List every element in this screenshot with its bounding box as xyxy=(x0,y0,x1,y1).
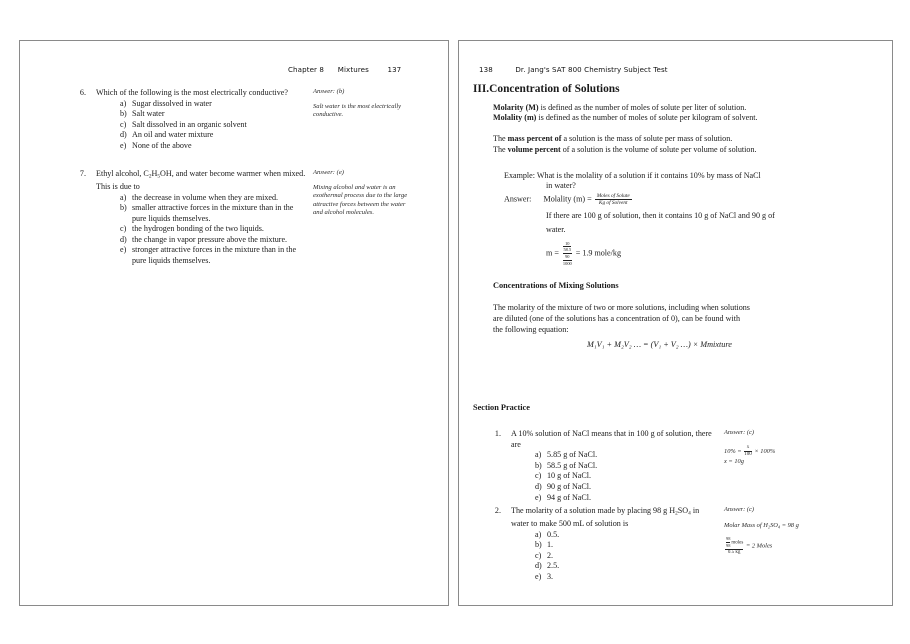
definition-lead: The xyxy=(493,145,508,154)
mixing-paragraph-line1: The molarity of the mixture of two or more solutions, including when solutions xyxy=(493,303,750,312)
choice-text: smaller attractive forces in the mixture than in the pure liquids themselves. xyxy=(132,203,294,223)
definition-text: of a solution is the volume of solute per volume of solution. xyxy=(560,145,757,154)
answer-work-line2: x = 10g xyxy=(724,458,744,466)
choice-label: e) xyxy=(535,492,542,502)
stem-formula-sub-1: 2 xyxy=(675,510,678,517)
definition-molarity xyxy=(493,103,848,114)
mixing-equation xyxy=(587,340,732,349)
choice-a[interactable] xyxy=(120,99,308,110)
stem-seg-3: OH, and water become warmer when mixed. This is due to xyxy=(96,169,306,191)
stem-formula-mid: SO xyxy=(677,506,689,515)
mixing-heading: Concentrations of Mixing Solutions xyxy=(493,281,619,290)
choice-d[interactable] xyxy=(120,130,308,141)
question-number: 2. xyxy=(494,506,501,515)
example-answer-label: Answer: xyxy=(504,194,532,204)
definition-text: is defined as the number of moles of solute per liter of solution. xyxy=(538,103,747,112)
choice-text: None of the above xyxy=(132,140,192,150)
fraction-numerator xyxy=(725,536,743,549)
choice-label: b) xyxy=(120,109,127,119)
choice-d[interactable] xyxy=(535,482,715,493)
work-lead: 10% = xyxy=(724,448,742,456)
molality-calculation xyxy=(546,241,621,266)
choice-c[interactable] xyxy=(120,120,308,131)
choice-list xyxy=(120,193,308,267)
choice-text: stronger attractive forces in the mixture than in the pure liquids themselves. xyxy=(132,245,297,266)
choice-text: the change in vapor pressure above the mixture. xyxy=(132,234,288,244)
left-page xyxy=(19,40,449,606)
example-answer-row xyxy=(504,193,633,206)
choice-label: d) xyxy=(120,130,127,140)
choice-e[interactable] xyxy=(535,493,715,504)
definition-mass-percent xyxy=(493,134,848,145)
question-6 xyxy=(70,88,308,152)
molar-mass-line: Molar Mass of H₂SO₄ = 98 g xyxy=(724,522,799,530)
choice-a[interactable] xyxy=(120,193,308,204)
choice-b[interactable] xyxy=(535,540,715,551)
definition-term: volume percent xyxy=(507,145,561,154)
example-question-line1: What is the molality of a solution if it contains 10% by mass of NaCl xyxy=(536,171,761,180)
calc-lead: m = xyxy=(546,248,559,258)
choice-text: 58.5 g of NaCl. xyxy=(547,460,598,470)
answer-label: Answer: (e) xyxy=(313,169,344,176)
choice-text: 1. xyxy=(547,540,554,550)
example-label xyxy=(504,171,761,182)
stem-line-2-post: in water to make 500 mL of solution is xyxy=(511,506,700,528)
section-title-text: Concentration of Solutions xyxy=(489,83,620,95)
choice-text: the hydrogen bonding of the two liquids. xyxy=(132,224,264,234)
choice-d[interactable] xyxy=(535,561,715,572)
header-chapter: Chapter 8 xyxy=(288,65,325,74)
answer-label: Answer: (b) xyxy=(313,88,345,95)
header-page-number: 137 xyxy=(387,65,402,74)
answer-explanation: Mixing alcohol and water is an exothermal process due to the large attractive forces between the water and alcohol molecules. xyxy=(313,184,408,216)
inner-den: 98 xyxy=(726,543,731,549)
choice-text: 2. xyxy=(547,550,554,560)
stem-seg-1: Ethyl alcohol, C xyxy=(96,169,149,178)
choice-label: c) xyxy=(120,119,127,129)
definition-text: is defined as the number of moles of solute per kilogram of solvent. xyxy=(536,113,758,122)
calc-result: = 1.9 mole/kg xyxy=(575,248,621,258)
nested-fraction xyxy=(563,241,572,266)
choice-label: e) xyxy=(120,140,127,150)
question-stem xyxy=(511,506,715,530)
choice-text: 94 g of NaCl. xyxy=(547,492,592,502)
inner-den-top: 90 xyxy=(565,254,570,260)
choice-label: c) xyxy=(535,471,542,481)
choice-text: Salt water xyxy=(132,109,165,119)
choice-text: 3. xyxy=(547,571,554,581)
choice-label: d) xyxy=(535,561,542,571)
answer-explanation: Salt water is the most electrically conductive. xyxy=(313,103,402,119)
choice-d[interactable] xyxy=(120,235,308,246)
fraction-numerator: Moles of Solute xyxy=(596,192,630,199)
definition-term: mass percent of xyxy=(507,134,562,143)
choice-list xyxy=(120,99,308,152)
inner-fraction-bottom xyxy=(563,254,572,265)
definition-term: Molality (m) xyxy=(493,113,537,122)
stem-line-1: The molarity of a solution made by placing 98 g xyxy=(511,506,668,515)
answer-label: Answer: (c) xyxy=(724,429,754,436)
choice-c[interactable] xyxy=(535,551,715,562)
choice-b[interactable] xyxy=(120,203,308,224)
fraction-numerator: x xyxy=(746,445,750,451)
nested-numerator xyxy=(563,241,572,253)
section-numeral: III. xyxy=(473,83,490,95)
answer-label: Answer: (c) xyxy=(724,506,754,513)
choice-a[interactable] xyxy=(535,450,715,461)
choice-label: b) xyxy=(535,460,542,470)
practice-question-1 xyxy=(485,429,715,503)
header-book-title: Dr. Jang's SAT 800 Chemistry Subject Test xyxy=(515,65,668,74)
definition-text: a solution is the mass of solute per mass of solution. xyxy=(561,134,733,143)
choice-label: a) xyxy=(120,98,127,108)
question-stem xyxy=(96,169,308,193)
example-question-line2: in water? xyxy=(546,181,576,190)
choice-list xyxy=(535,530,715,583)
nested-denominator xyxy=(563,253,572,266)
stem-seg-2: H xyxy=(151,169,158,178)
calc-result: = 2 Moles xyxy=(745,542,773,550)
inner-den-bottom: 1000 xyxy=(562,260,572,266)
example-work-line1 xyxy=(546,211,866,222)
choice-e[interactable] xyxy=(120,245,308,266)
right-page-header xyxy=(479,65,668,74)
work-tail: × 100% xyxy=(754,448,776,456)
left-page-header xyxy=(288,65,401,74)
question-stem: Which of the following is the most electrically conductive? xyxy=(96,88,288,97)
answer-note-practice-1 xyxy=(724,429,836,466)
definition-molality xyxy=(493,113,833,124)
fraction-denominator: 0.5 kg xyxy=(725,549,743,556)
choice-label: d) xyxy=(120,234,127,244)
definition-term: Molarity (M) xyxy=(493,103,539,112)
definition-volume-percent xyxy=(493,145,833,156)
definition-lead: The xyxy=(493,134,508,143)
stem-sub-1: 2 xyxy=(148,173,152,180)
question-stem: A 10% solution of NaCl means that in 100 g of solution, there are xyxy=(511,429,712,449)
inner-mass-fraction xyxy=(726,536,730,549)
example-formula-lead: Molality (m) = xyxy=(543,194,592,204)
choice-label: b) xyxy=(535,540,542,550)
choice-text: 5.85 g of NaCl. xyxy=(547,450,598,460)
choice-label: a) xyxy=(535,529,542,539)
inner-num-bottom: 58.5 xyxy=(563,247,572,253)
choice-text: Sugar dissolved in water xyxy=(132,98,212,108)
choice-text: An oil and water mixture xyxy=(132,130,214,140)
example-work-line2 xyxy=(546,225,566,236)
choice-e[interactable] xyxy=(535,572,715,583)
choice-label: b) xyxy=(120,203,127,213)
mixing-paragraph-line2: are diluted (one of the solutions has a concentration of 0), can be found with xyxy=(493,314,741,323)
choice-text: 2.5. xyxy=(547,561,560,571)
choice-text: 10 g of NaCl. xyxy=(547,471,592,481)
inner-num: 98 xyxy=(726,536,731,542)
choice-text: 0.5. xyxy=(547,529,560,539)
question-number: 1. xyxy=(494,429,501,438)
header-page-number: 138 xyxy=(479,65,493,74)
stem-formula-sub-2: 4 xyxy=(688,510,691,517)
example-question-line2-row xyxy=(546,181,576,192)
example-label-text: Example: xyxy=(504,171,536,180)
answer-calculation xyxy=(724,536,836,556)
choice-label: a) xyxy=(120,192,127,202)
answer-note-practice-2 xyxy=(724,506,836,556)
section-practice-heading: Section Practice xyxy=(473,403,530,412)
choice-b[interactable] xyxy=(535,461,715,472)
choice-c[interactable] xyxy=(535,471,715,482)
choice-a[interactable] xyxy=(535,530,715,541)
question-number: 7. xyxy=(79,169,86,178)
fraction-denominator: Kg of Solvent xyxy=(595,199,632,206)
percent-fraction xyxy=(744,445,752,458)
work-text-2: water. xyxy=(546,225,566,234)
choice-label: c) xyxy=(120,224,127,234)
moles-fraction xyxy=(725,536,743,556)
stem-sub-2: 5 xyxy=(157,173,161,180)
section-title xyxy=(473,83,620,95)
practice-question-2 xyxy=(485,506,715,582)
choice-label: c) xyxy=(535,550,542,560)
choice-list xyxy=(535,450,715,503)
mixing-paragraph-line3: the following equation: xyxy=(493,325,569,334)
choice-label: e) xyxy=(535,571,542,581)
header-chapter-title: Mixtures xyxy=(337,65,369,74)
mixing-equation-text: M₁V₁ + M₂V₂ … = (V₁ + V₂ …) × Mmixture xyxy=(587,340,732,349)
molality-fraction xyxy=(595,193,632,206)
choice-c[interactable] xyxy=(120,224,308,235)
work-text-1: If there are 100 g of solution, then it contains 10 g of NaCl and 90 g of xyxy=(546,211,775,220)
answer-note-q6 xyxy=(313,88,411,120)
question-number: 6. xyxy=(79,88,86,97)
choice-label: d) xyxy=(535,481,542,491)
answer-note-q7 xyxy=(313,169,411,217)
choice-label: e) xyxy=(120,245,127,255)
choice-label: a) xyxy=(535,450,542,460)
question-7 xyxy=(70,169,308,267)
choice-text: 90 g of NaCl. xyxy=(547,481,592,491)
fraction-denominator: 100 xyxy=(744,452,752,458)
choice-text: Salt dissolved in an organic solvent xyxy=(132,119,247,129)
moles-unit: moles xyxy=(731,541,744,547)
choice-b[interactable] xyxy=(120,109,308,120)
inner-num-top: 10 xyxy=(565,241,570,246)
stem-formula-pre: H xyxy=(669,506,676,515)
answer-work-line1 xyxy=(724,445,836,458)
inner-fraction-top xyxy=(563,241,571,252)
choice-e[interactable] xyxy=(120,141,308,152)
choice-text: the decrease in volume when they are mixed. xyxy=(132,192,279,202)
right-page xyxy=(458,40,893,606)
